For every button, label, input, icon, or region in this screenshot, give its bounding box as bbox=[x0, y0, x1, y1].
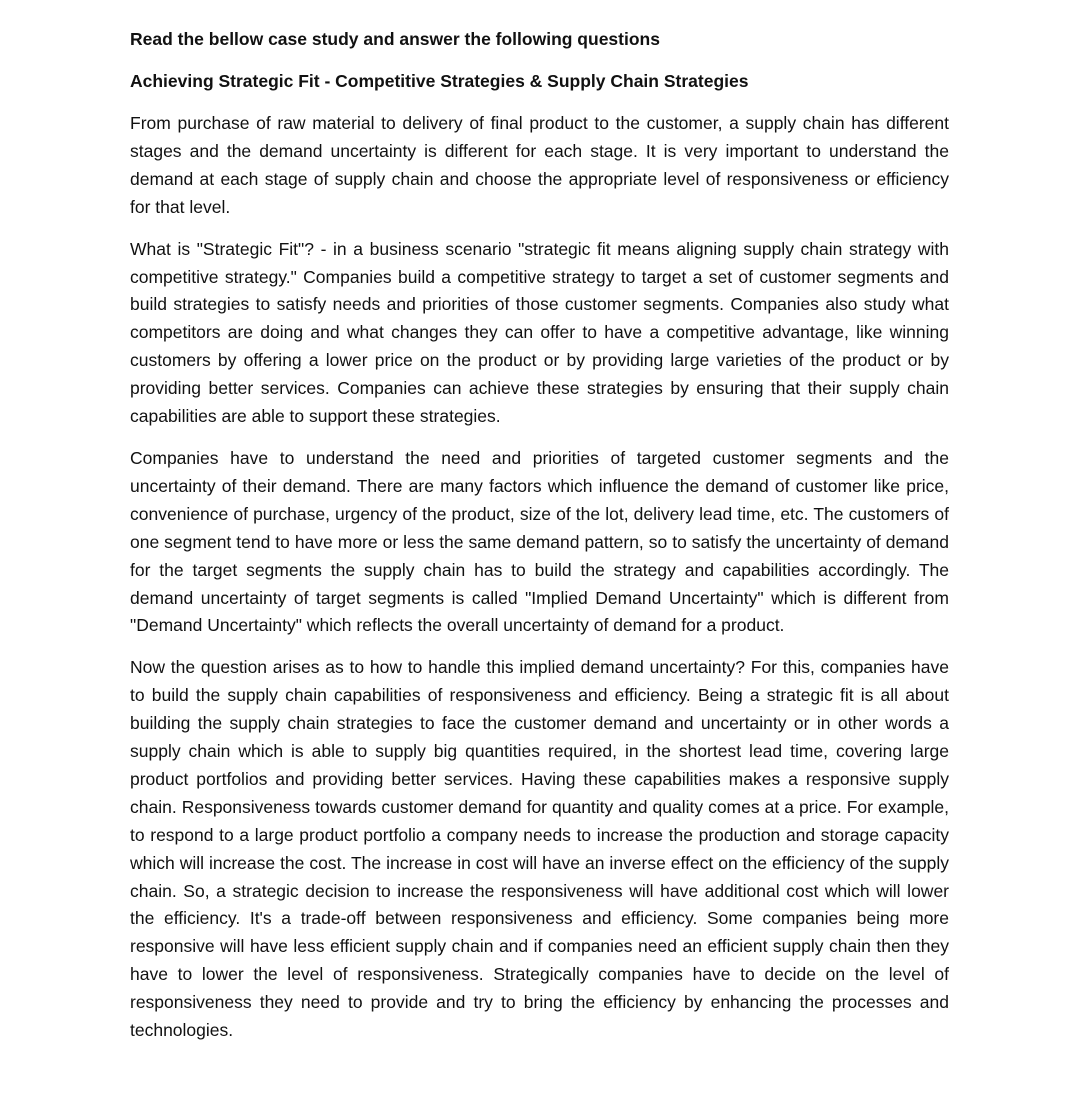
paragraph-responsiveness-efficiency: Now the question arises as to how to handle this implied demand uncertainty? For this, companies have to build the supply chain capabilities of responsiveness and efficiency. Being a strategic fit is all about building the supply chain strategies to face the customer demand and uncertainty or in other words a supply chain which is able to supply big quantities required, in the shortest lead time, covering large product portfolios and providing better services. Having these capabilities makes a responsive supply chain. Responsiveness towards customer demand for quantity and quality comes at a price. For example, to respond to a large product portfolio a company needs to increase the production and storage capacity which will increase the cost. The increase in cost will have an inverse effect on the efficiency of the supply chain. So, a strategic decision to increase the responsiveness will have additional cost which will lower the efficiency. It's a trade-off between responsiveness and efficiency. Some companies being more responsive will have less efficient supply chain and if companies need an efficient supply chain then they have to lower the level of responsiveness. Strategically companies have to decide on the level of responsiveness they need to provide and try to bring the efficiency by enhancing the processes and technologies. bbox=[130, 657, 949, 1041]
paragraph-intro: From purchase of raw material to delivery of final product to the customer, a supply chain has different stages and the demand uncertainty is different for each stage. It is very important to understand the demand at each stage of supply chain and choose the appropriate level of responsiveness or efficiency for that level. bbox=[130, 113, 949, 217]
case-study-title: Achieving Strategic Fit - Competitive Strategies & Supply Chain Strategies bbox=[130, 71, 749, 91]
paragraph-strategic-fit: What is "Strategic Fit"? - in a business scenario "strategic fit means aligning supply chain strategy with competitive strategy." Companies build a competitive strategy to target a set of customer segments and build strategies to satisfy needs and priorities of those customer segments. Companies also study what competitors are doing and what changes they can offer to have a competitive advantage, like winning customers by offering a lower price on the product or by providing large varieties of the product or by providing better services. Companies can achieve these strategies by ensuring that their supply chain capabilities are able to support these strategies. bbox=[130, 238, 949, 427]
paragraph-implied-demand: Companies have to understand the need and priorities of targeted customer segments and the uncertainty of their demand. There are many factors which influence the demand of customer like price, convenience of purchase, urgency of the product, size of the lot, delivery lead time, etc. The customers of one segment tend to have more or less the same demand pattern, so to satisfy the uncertainty of demand for the target segments the supply chain has to build the strategy and capabilities accordingly. The demand uncertainty of target segments is called "Implied Demand Uncertainty" which is different from "Demand Uncertainty" which reflects the overall uncertainty of demand for a product. bbox=[130, 447, 949, 636]
document-page bbox=[130, 26, 949, 1059]
instruction-heading: Read the bellow case study and answer the following questions bbox=[130, 29, 660, 49]
